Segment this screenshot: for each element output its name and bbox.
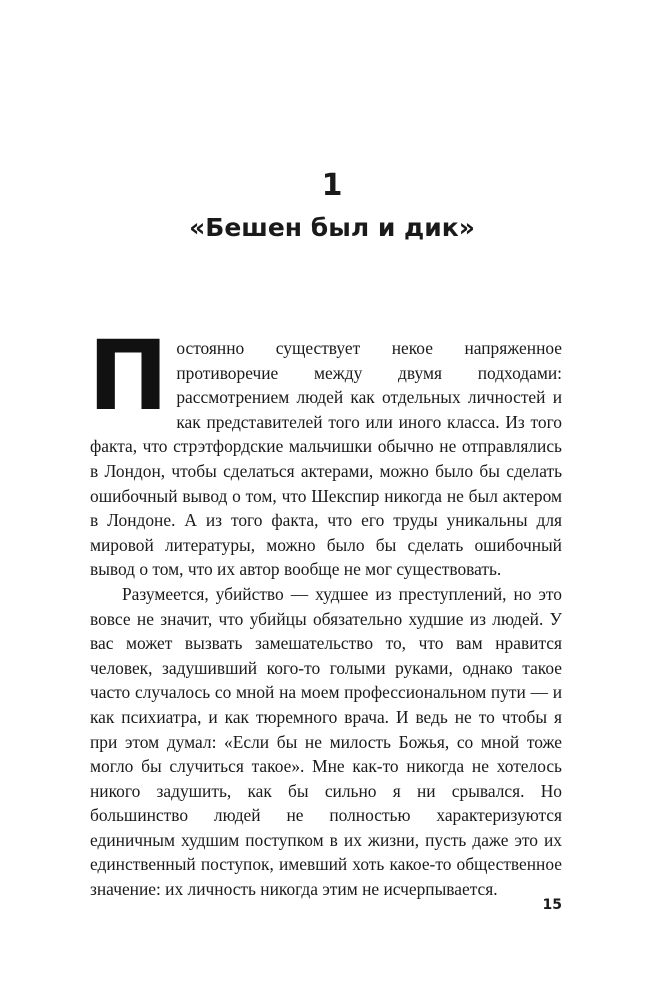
chapter-number: 1 xyxy=(321,168,343,203)
paragraph-1 xyxy=(88,320,562,582)
paragraph-1-text: остоянно существует некое напряженное противоречие между двумя подходами: рассмотрением людей как отдельных личностей и как представителей того или иного класса. Из того факта, что стрэтфордские мальчишки обычно не отправлялись в Лондон, чтобы сделаться актерами, можно было бы сделать ошибочный вывод о том, что Шекспир никогда не был актером в Лондоне. А из того факта, что его труды уникальны для мировой литературы, можно было бы сделать ошибочный вывод о том, что их автор вообще не мог существовать. xyxy=(90,338,562,580)
page-number: 15 xyxy=(542,897,562,913)
chapter-title: «Бешен был и дик» xyxy=(189,213,475,242)
paragraph-2: Разумеется, убийство — худшее из преступлений, но это вовсе не значит, что убийцы обязательно худшие из людей. У вас может вызвать замешательство то, что вам нравится человек, задушивший кого-то голыми руками, однако такое часто случалось со мной на моем профессиональном пути — и как психиатра, и как тюремного врача. И ведь не то чтобы я при этом думал: «Если бы не милость Божья, со мной тоже могло бы случиться такое». Мне как-то никогда не хотелось никого задушить, как бы сильно я ни срывался. Но большинство людей не полностью характеризуются единичным худшим поступком в их жизни, пусть даже это их единственный поступок, имевший хоть какое-то общественное значение: их личность никогда этим не исчерпывается. xyxy=(90,583,562,900)
drop-cap: П xyxy=(88,320,169,432)
chapter-body xyxy=(88,320,562,902)
